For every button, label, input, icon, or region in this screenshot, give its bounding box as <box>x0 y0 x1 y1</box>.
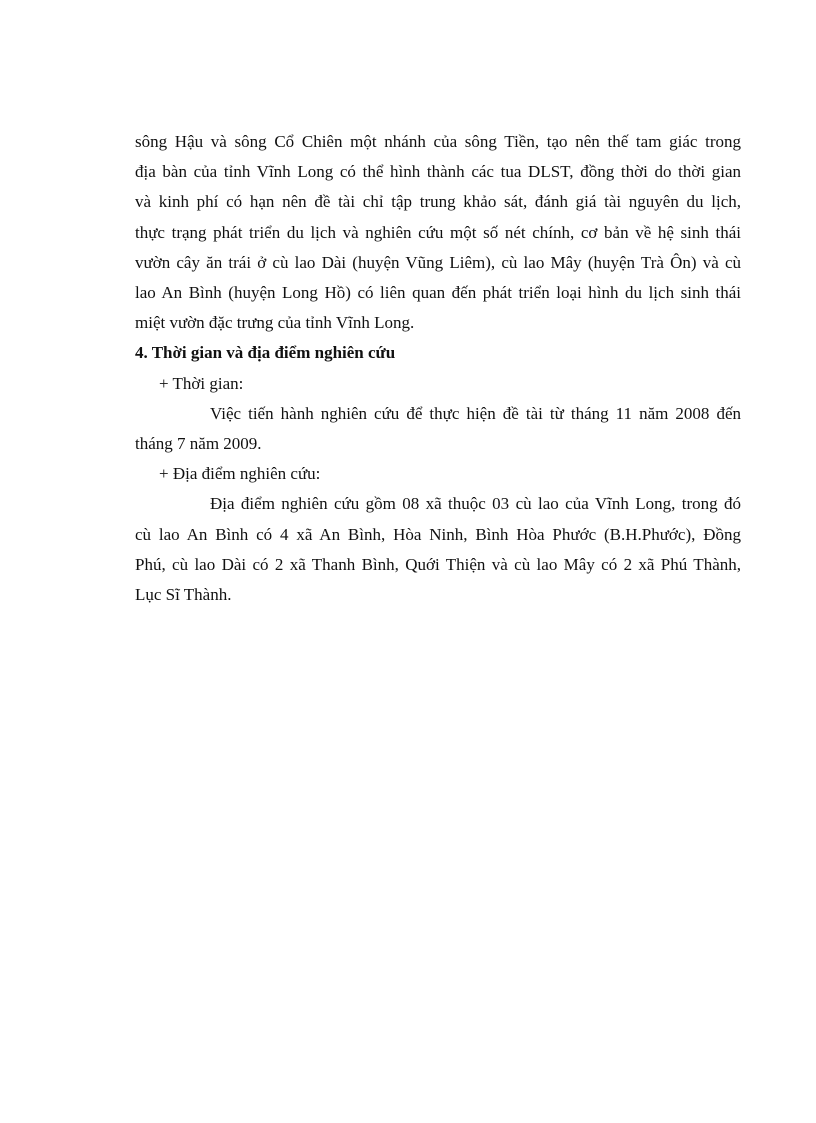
section-heading: 4. Thời gian và địa điểm nghiên cứu <box>135 343 396 363</box>
document-body <box>135 127 741 610</box>
text-line: miệt vườn đặc trưng của tỉnh Vĩnh Long. <box>135 313 415 333</box>
location-label: + Địa điểm nghiên cứu: <box>159 464 321 484</box>
time-label: + Thời gian: <box>159 373 244 393</box>
text-line: tháng 7 năm 2009. <box>135 434 262 454</box>
text-line: Lục Sĩ Thành. <box>135 585 232 605</box>
text-line: Việc tiến hành nghiên cứu để thực hiện đề tài từ tháng 11 năm 2008 đến <box>210 403 741 423</box>
text-line: vườn cây ăn trái ở cù lao Dài (huyện Vũng Liêm), cù lao Mây (huyện Trà Ôn) và cù <box>135 252 741 272</box>
time-paragraph <box>135 399 741 459</box>
text-line: địa bàn của tỉnh Vĩnh Long có thể hình thành các tua DLST, đồng thời do thời gian <box>135 162 741 182</box>
text-line: lao An Bình (huyện Long Hồ) có liên quan đến phát triển loại hình du lịch sinh thái <box>135 283 741 303</box>
text-line: cù lao An Bình có 4 xã An Bình, Hòa Ninh, Bình Hòa Phước (B.H.Phước), Đồng <box>135 524 741 544</box>
text-line: Phú, cù lao Dài có 2 xã Thanh Bình, Quới Thiện và cù lao Mây có 2 xã Phú Thành, <box>135 554 741 574</box>
location-paragraph <box>135 489 741 610</box>
text-line: và kinh phí có hạn nên đề tài chỉ tập trung khảo sát, đánh giá tài nguyên du lịch, <box>135 192 741 212</box>
text-line: Địa điểm nghiên cứu gồm 08 xã thuộc 03 cù lao của Vĩnh Long, trong đó <box>210 494 741 514</box>
intro-paragraph <box>135 127 741 338</box>
text-line: sông Hậu và sông Cổ Chiên một nhánh của sông Tiền, tạo nên thế tam giác trong <box>135 132 741 151</box>
text-line: thực trạng phát triển du lịch và nghiên cứu một số nét chính, cơ bản về hệ sinh thái <box>135 222 741 242</box>
